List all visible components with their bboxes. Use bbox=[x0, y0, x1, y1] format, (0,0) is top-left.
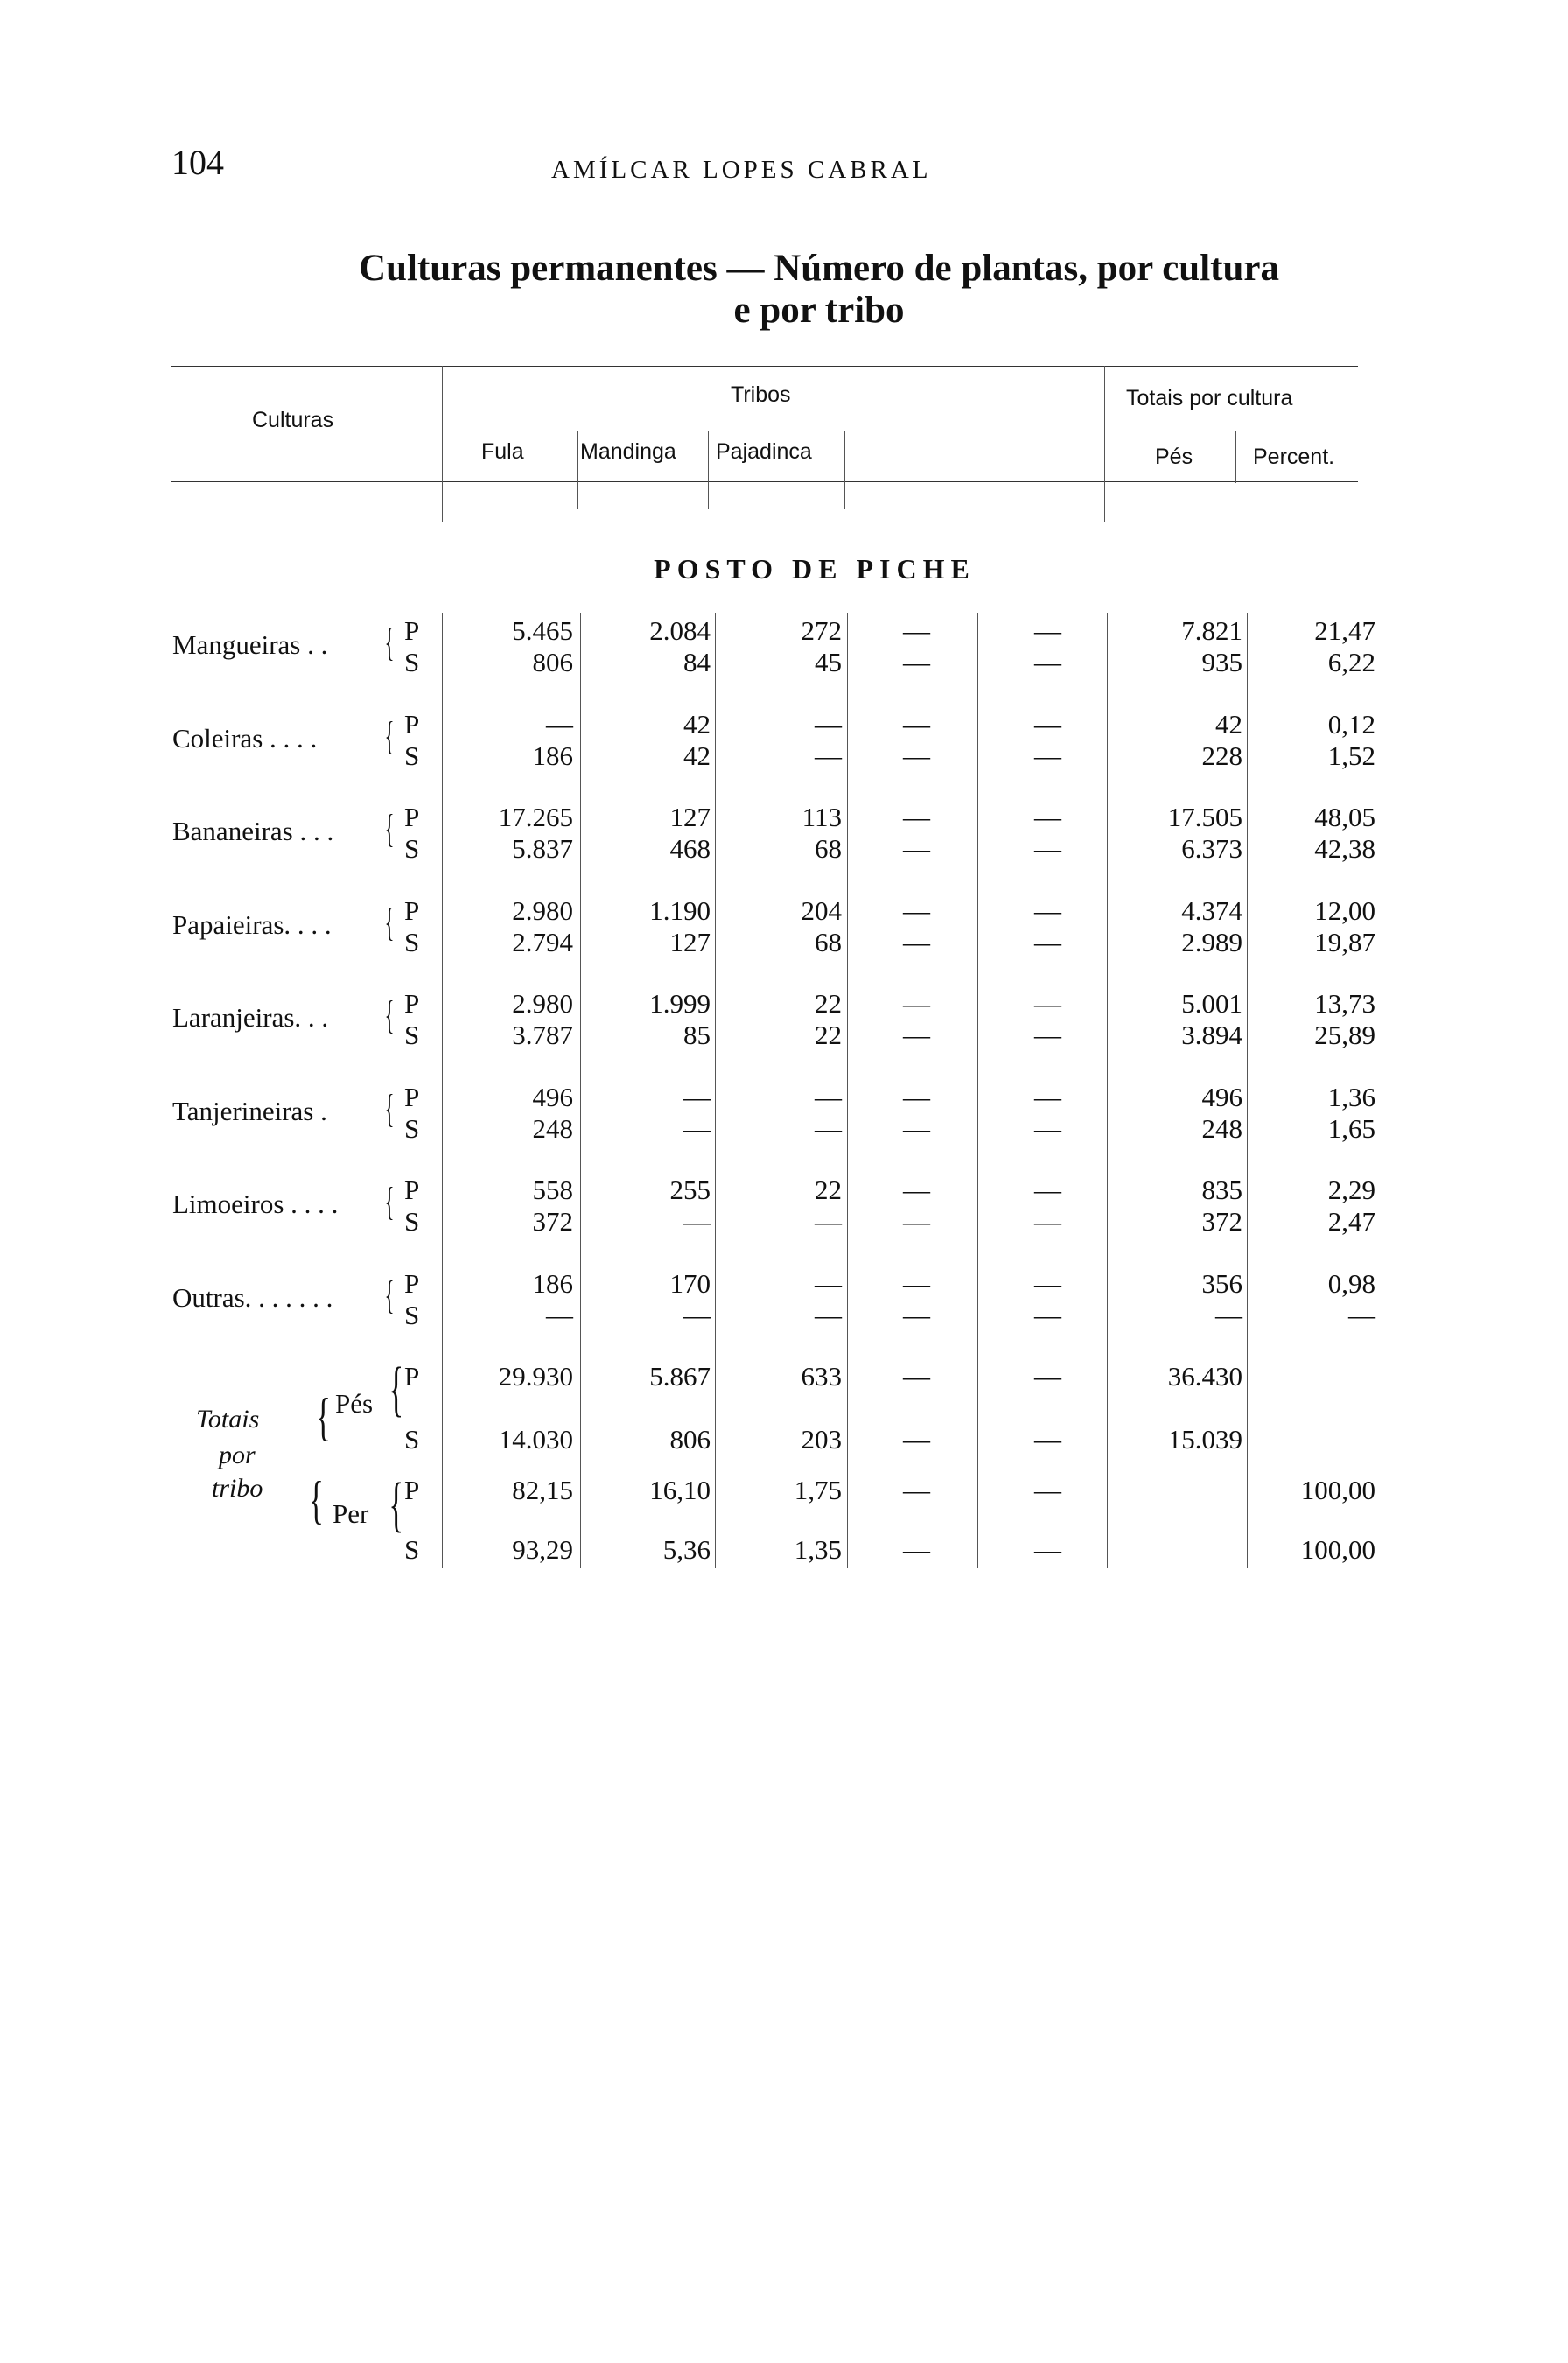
brace-icon: { bbox=[384, 992, 395, 1037]
header-pajadinca: Pajadinca bbox=[716, 439, 812, 464]
table-cell: 84 bbox=[683, 647, 710, 677]
table-cell: 6.373 bbox=[1181, 833, 1242, 864]
table-cell: 42,38 bbox=[1314, 833, 1376, 864]
table-cell: 14.030 bbox=[498, 1424, 573, 1455]
row-label: Papaieiras. . . . bbox=[172, 908, 332, 940]
table-cell: — bbox=[1348, 1299, 1376, 1330]
table-cell: — bbox=[903, 1174, 930, 1205]
table-cell: 25,89 bbox=[1314, 1020, 1376, 1050]
table-cell: 2.980 bbox=[512, 894, 573, 926]
header-divider bbox=[844, 431, 845, 509]
table-cell: 22 bbox=[815, 1020, 842, 1050]
table-cell: 22 bbox=[815, 1174, 842, 1205]
table-cell: — bbox=[1034, 1081, 1061, 1112]
header-mandinga: Mandinga bbox=[580, 439, 676, 464]
p-label: P bbox=[404, 615, 420, 646]
table-cell: 48,05 bbox=[1314, 802, 1376, 832]
header-percent: Percent. bbox=[1253, 445, 1335, 469]
table-cell: — bbox=[1034, 926, 1061, 957]
table-cell: 127 bbox=[669, 926, 710, 957]
s-label: S bbox=[404, 833, 420, 864]
table-cell: 45 bbox=[815, 647, 842, 677]
table-cell: 5,36 bbox=[662, 1534, 710, 1565]
table-cell: — bbox=[903, 740, 930, 771]
table-cell: 272 bbox=[801, 615, 842, 646]
table-cell: 7.821 bbox=[1181, 615, 1242, 646]
table-cell: — bbox=[903, 926, 930, 957]
header-totais: Totais por cultura bbox=[1126, 386, 1293, 410]
p-label: P bbox=[404, 894, 420, 926]
table-cell: 2,29 bbox=[1327, 1174, 1376, 1205]
table-cell: 5.867 bbox=[649, 1361, 710, 1392]
table-cell: — bbox=[903, 988, 930, 1019]
totals-label: Totais bbox=[196, 1405, 260, 1434]
table-cell: 372 bbox=[1201, 1206, 1242, 1237]
table-cell: — bbox=[903, 1299, 930, 1330]
brace-icon: { bbox=[384, 899, 395, 944]
table-cell: 85 bbox=[683, 1020, 710, 1050]
totals-label: por bbox=[219, 1441, 256, 1469]
p-label: P bbox=[404, 1475, 420, 1505]
table-cell: 248 bbox=[532, 1112, 573, 1144]
table-cell: 248 bbox=[1201, 1112, 1242, 1144]
table-cell: — bbox=[1034, 988, 1061, 1019]
table-cell: — bbox=[903, 1361, 930, 1392]
table-title-line1: Culturas permanentes — Número de plantas, por cultura bbox=[359, 248, 1279, 289]
row-label: Laranjeiras. . . bbox=[172, 1002, 329, 1033]
table-cell: — bbox=[1034, 740, 1061, 771]
table-cell: — bbox=[1034, 708, 1061, 740]
table-cell: — bbox=[1034, 1112, 1061, 1144]
table-cell: 15.039 bbox=[1167, 1424, 1242, 1455]
totals-pes-label: Pés bbox=[335, 1388, 374, 1419]
brace-icon: { bbox=[384, 1272, 395, 1317]
table-cell: — bbox=[903, 802, 930, 832]
table-cell: — bbox=[1034, 647, 1061, 677]
header-divider bbox=[1104, 366, 1105, 522]
table-cell: 186 bbox=[532, 1267, 573, 1299]
table-cell: 806 bbox=[532, 647, 573, 677]
table-cell: 3.894 bbox=[1181, 1020, 1242, 1050]
table-cell: — bbox=[1034, 1534, 1061, 1565]
page-number: 104 bbox=[172, 143, 224, 182]
table-cell: 100,00 bbox=[1300, 1534, 1376, 1565]
table-cell: — bbox=[683, 1206, 710, 1237]
table-cell: — bbox=[903, 1267, 930, 1299]
p-label: P bbox=[404, 1174, 420, 1205]
table-cell: 16,10 bbox=[649, 1475, 710, 1505]
s-label: S bbox=[404, 647, 420, 677]
table-cell: — bbox=[903, 833, 930, 864]
brace-icon: { bbox=[315, 1388, 332, 1446]
table-cell: — bbox=[903, 1475, 930, 1505]
table-cell: — bbox=[903, 1206, 930, 1237]
s-label: S bbox=[404, 1534, 420, 1565]
header-culturas: Culturas bbox=[252, 408, 334, 432]
table-cell: — bbox=[815, 740, 842, 771]
totals-label: tribo bbox=[212, 1474, 263, 1503]
row-label: Bananeiras . . . bbox=[172, 816, 334, 846]
table-cell: 36.430 bbox=[1167, 1361, 1242, 1392]
table-cell: 42 bbox=[1215, 708, 1242, 740]
table-cell: 17.265 bbox=[498, 802, 573, 832]
table-cell: 228 bbox=[1201, 740, 1242, 771]
body-divider bbox=[580, 613, 581, 1568]
table-cell: — bbox=[815, 1267, 842, 1299]
table-cell: — bbox=[1034, 1020, 1061, 1050]
totals-per-label: Per bbox=[332, 1498, 369, 1529]
table-cell: 0,12 bbox=[1327, 708, 1376, 740]
table-cell: 1.190 bbox=[649, 894, 710, 926]
table-cell: 17.505 bbox=[1167, 802, 1242, 832]
table-cell: — bbox=[903, 708, 930, 740]
s-label: S bbox=[404, 1112, 420, 1144]
header-pes: Pés bbox=[1155, 445, 1194, 469]
table-cell: 2.084 bbox=[649, 615, 710, 646]
body-divider bbox=[715, 613, 716, 1568]
table-cell: 806 bbox=[669, 1424, 710, 1455]
table-cell: — bbox=[903, 615, 930, 646]
table-cell: — bbox=[1034, 1361, 1061, 1392]
p-label: P bbox=[404, 1267, 420, 1299]
table-cell: 82,15 bbox=[512, 1475, 573, 1505]
table-cell: 633 bbox=[801, 1361, 842, 1392]
table-cell: 204 bbox=[801, 894, 842, 926]
table-cell: 1,52 bbox=[1327, 740, 1376, 771]
table-cell: 1,75 bbox=[794, 1475, 842, 1505]
table-cell: — bbox=[903, 894, 930, 926]
body-divider bbox=[442, 613, 443, 1568]
table-cell: — bbox=[1215, 1299, 1242, 1330]
table-cell: 372 bbox=[532, 1206, 573, 1237]
header-tribos: Tribos bbox=[731, 382, 791, 407]
table-cell: — bbox=[1034, 1475, 1061, 1505]
brace-icon: { bbox=[384, 1085, 395, 1131]
brace-icon: { bbox=[384, 806, 395, 851]
table-cell: 93,29 bbox=[512, 1534, 573, 1565]
table-cell: 186 bbox=[532, 740, 573, 771]
table-cell: — bbox=[903, 1112, 930, 1144]
table-cell: — bbox=[1034, 615, 1061, 646]
header-bottom-rule bbox=[172, 481, 1358, 482]
table-cell: 496 bbox=[1201, 1081, 1242, 1112]
table-cell: — bbox=[903, 1081, 930, 1112]
p-label: P bbox=[404, 708, 420, 740]
table-cell: — bbox=[903, 1534, 930, 1565]
table-cell: 22 bbox=[815, 988, 842, 1019]
table-title-line2: e por tribo bbox=[733, 290, 905, 331]
p-label: P bbox=[404, 1361, 420, 1392]
row-label: Tanjerineiras . bbox=[172, 1095, 327, 1126]
table-cell: 558 bbox=[532, 1174, 573, 1205]
table-cell: 42 bbox=[683, 740, 710, 771]
table-cell: 935 bbox=[1201, 647, 1242, 677]
table-cell: 113 bbox=[802, 802, 842, 832]
table-cell: 1.999 bbox=[649, 988, 710, 1019]
running-head: AMÍLCAR LOPES CABRAL bbox=[551, 156, 932, 184]
body-divider bbox=[1247, 613, 1248, 1568]
table-cell: — bbox=[815, 1112, 842, 1144]
brace-icon: { bbox=[384, 712, 395, 758]
table-cell: — bbox=[1034, 1174, 1061, 1205]
table-cell: 5.837 bbox=[512, 833, 573, 864]
s-label: S bbox=[404, 1206, 420, 1237]
table-cell: 2.794 bbox=[512, 926, 573, 957]
table-cell: — bbox=[546, 1299, 573, 1330]
table-cell: — bbox=[815, 1081, 842, 1112]
table-cell: 2.989 bbox=[1181, 926, 1242, 957]
table-cell: 1,65 bbox=[1327, 1112, 1376, 1144]
table-cell: 6,22 bbox=[1327, 647, 1376, 677]
body-divider bbox=[847, 613, 848, 1568]
table-cell: 68 bbox=[815, 926, 842, 957]
s-label: S bbox=[404, 740, 420, 771]
table-cell: — bbox=[1034, 1299, 1061, 1330]
table-cell: 170 bbox=[669, 1267, 710, 1299]
brace-icon: { bbox=[384, 1179, 395, 1224]
table-cell: 127 bbox=[669, 802, 710, 832]
table-cell: — bbox=[683, 1081, 710, 1112]
table-cell: 19,87 bbox=[1314, 926, 1376, 957]
section-title: POSTO DE PICHE bbox=[654, 553, 976, 585]
s-label: S bbox=[404, 926, 420, 957]
body-divider bbox=[977, 613, 978, 1568]
row-label: Outras. . . . . . . bbox=[172, 1281, 333, 1313]
table-cell: — bbox=[815, 1206, 842, 1237]
table-cell: — bbox=[1034, 1424, 1061, 1455]
table-cell: 12,00 bbox=[1314, 894, 1376, 926]
table-cell: 0,98 bbox=[1327, 1267, 1376, 1299]
table-cell: 1,35 bbox=[794, 1534, 842, 1565]
table-cell: 356 bbox=[1201, 1267, 1242, 1299]
table-cell: 2.980 bbox=[512, 988, 573, 1019]
header-fula: Fula bbox=[481, 439, 524, 464]
table-cell: — bbox=[1034, 833, 1061, 864]
table-cell: 203 bbox=[801, 1424, 842, 1455]
table-cell: — bbox=[546, 708, 573, 740]
table-cell: — bbox=[1034, 894, 1061, 926]
table-cell: — bbox=[815, 708, 842, 740]
table-cell: 2,47 bbox=[1327, 1206, 1376, 1237]
brace-icon: { bbox=[384, 620, 395, 664]
header-divider bbox=[708, 431, 709, 509]
table-cell: 4.374 bbox=[1181, 894, 1242, 926]
table-cell: 255 bbox=[669, 1174, 710, 1205]
table-cell: 1,36 bbox=[1327, 1081, 1376, 1112]
brace-icon: { bbox=[388, 1471, 404, 1539]
table-cell: — bbox=[1034, 1206, 1061, 1237]
p-label: P bbox=[404, 802, 420, 832]
table-cell: — bbox=[903, 647, 930, 677]
row-label: Mangueiras . . bbox=[172, 629, 328, 660]
table-cell: — bbox=[1034, 802, 1061, 832]
table-cell: 68 bbox=[815, 833, 842, 864]
row-label: Coleiras . . . . bbox=[172, 722, 318, 754]
header-top-rule bbox=[172, 366, 1358, 367]
s-label: S bbox=[404, 1020, 420, 1050]
table-cell: 835 bbox=[1201, 1174, 1242, 1205]
brace-icon: { bbox=[308, 1471, 325, 1529]
table-cell: 5.001 bbox=[1181, 988, 1242, 1019]
table-cell: — bbox=[1034, 1267, 1061, 1299]
brace-icon: { bbox=[388, 1356, 404, 1423]
table-cell: 42 bbox=[683, 708, 710, 740]
table-cell: 29.930 bbox=[498, 1361, 573, 1392]
table-cell: 21,47 bbox=[1314, 615, 1376, 646]
table-cell: 468 bbox=[669, 833, 710, 864]
p-label: P bbox=[404, 1081, 420, 1112]
table-cell: — bbox=[903, 1424, 930, 1455]
header-divider bbox=[442, 366, 443, 522]
table-cell: — bbox=[815, 1299, 842, 1330]
table-cell: 5.465 bbox=[512, 615, 573, 646]
table-cell: — bbox=[683, 1299, 710, 1330]
table-cell: 496 bbox=[532, 1081, 573, 1112]
table-cell: — bbox=[903, 1020, 930, 1050]
body-divider bbox=[1107, 613, 1108, 1568]
table-cell: 100,00 bbox=[1300, 1475, 1376, 1505]
s-label: S bbox=[404, 1299, 420, 1330]
s-label: S bbox=[404, 1424, 420, 1455]
table-cell: 3.787 bbox=[512, 1020, 573, 1050]
p-label: P bbox=[404, 988, 420, 1019]
row-label: Limoeiros . . . . bbox=[172, 1189, 339, 1219]
table-cell: — bbox=[683, 1112, 710, 1144]
table-cell: 13,73 bbox=[1314, 988, 1376, 1019]
